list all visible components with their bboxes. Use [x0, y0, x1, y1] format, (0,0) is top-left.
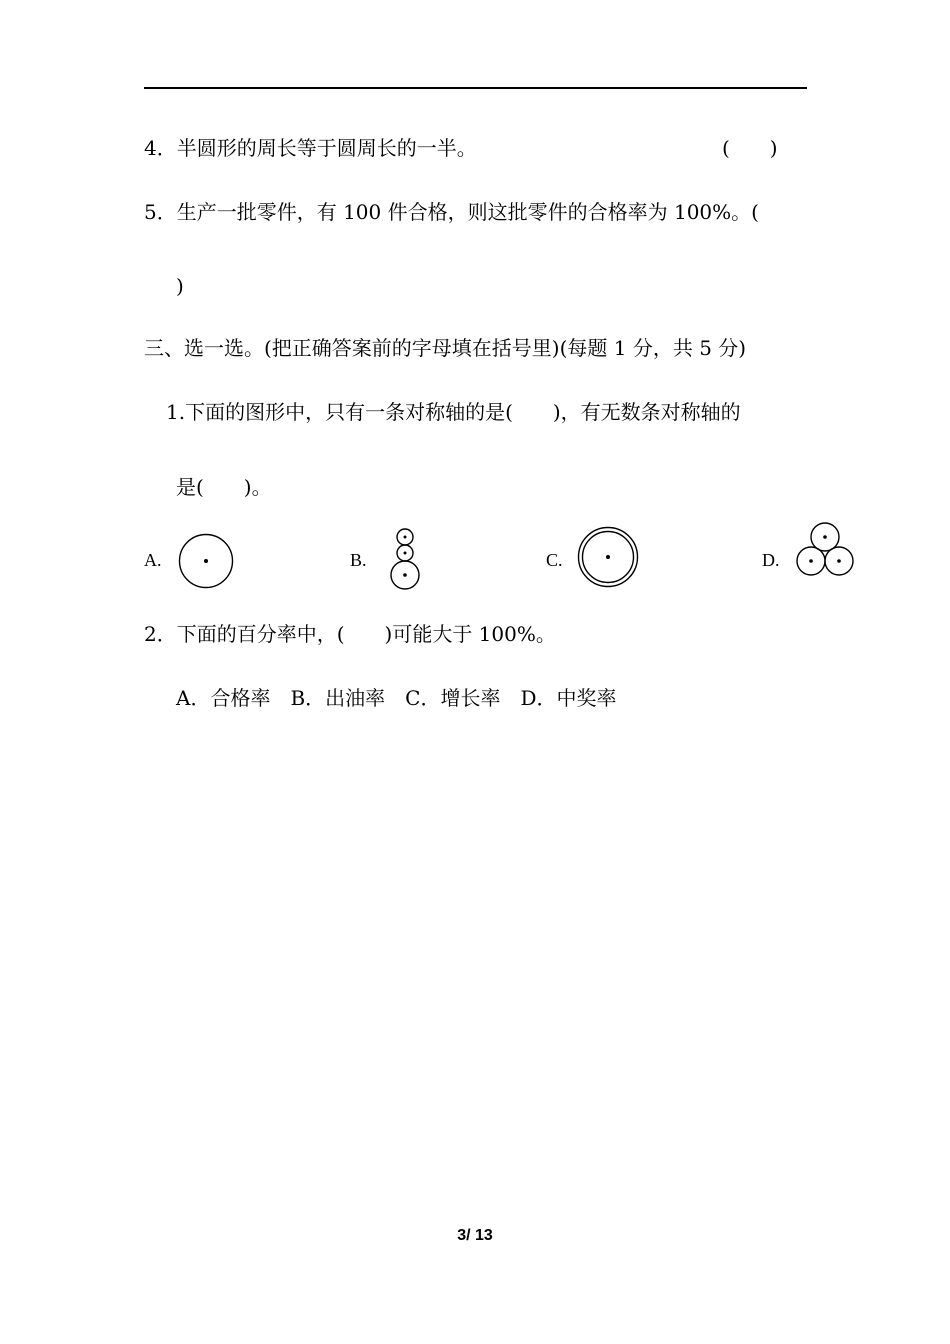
question-4-answer-parens: ( ): [722, 136, 778, 160]
option-a-label: A.: [144, 550, 162, 570]
header-rule: [144, 87, 807, 89]
question-4-text: 4．半圆形的周长等于圆周长的一半。: [144, 136, 477, 160]
page-number: 3/ 13: [457, 1227, 493, 1244]
question-5-continuation: ): [176, 274, 184, 298]
choice-question-2-options: A．合格率 B．出油率 C．增长率 D．中奖率: [176, 686, 617, 710]
single-circle-with-center-icon: [176, 533, 236, 589]
option-b-label: B.: [350, 550, 367, 570]
question-5-text: 5．生产一批零件，有 100 件合格，则这批零件的合格率为 100%。(: [144, 200, 759, 224]
section-3-heading: 三、选一选。(把正确答案前的字母填在括号里)(每题 1 分，共 5 分): [144, 336, 747, 360]
choice-question-2-stem: 2．下面的百分率中，( )可能大于 100%。: [144, 622, 556, 646]
choice-question-1-line2: 是( )。: [176, 475, 272, 499]
option-c-label: C.: [546, 550, 563, 570]
three-stacked-circles-icon: [385, 527, 425, 591]
concentric-circles-icon: [577, 527, 641, 589]
choice-question-1-line1: 1.下面的图形中，只有一条对称轴的是( )，有无数条对称轴的: [166, 400, 741, 424]
three-circles-triangle-icon: [794, 520, 856, 578]
option-d-label: D.: [762, 550, 780, 570]
